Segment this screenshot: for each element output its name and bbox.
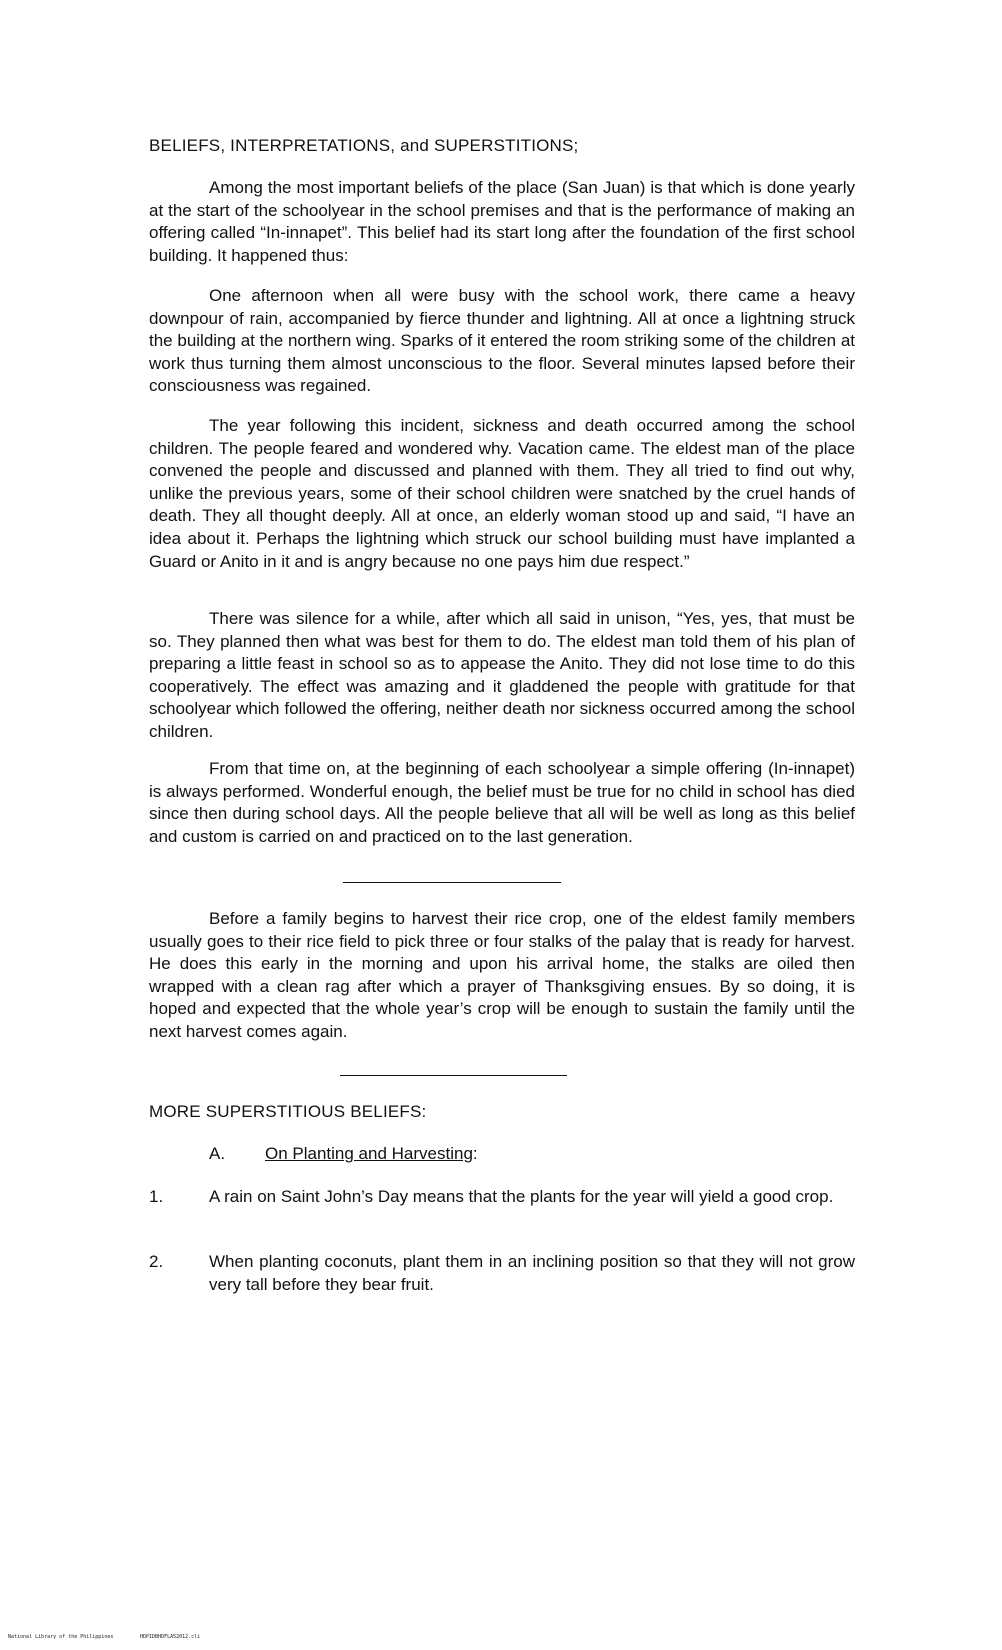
page-heading: BELIEFS, INTERPRETATIONS, and SUPERSTITIONS;: [149, 136, 579, 155]
list-item-text: When planting coconuts, plant them in an inclining position so that they will not grow very tall before they bear fruit.: [209, 1252, 855, 1294]
list-item: [149, 1251, 855, 1296]
section-heading: MORE SUPERSTITIOUS BELIEFS:: [149, 1102, 427, 1121]
list-item: [149, 1186, 855, 1209]
section-divider: [343, 882, 561, 883]
list-item-number: 2.: [149, 1252, 164, 1271]
subsection-title: On Planting and Harvesting: [265, 1144, 473, 1163]
footer-file-id: HDPIDBHDFLA52012.cli: [140, 1634, 201, 1640]
paragraph-sickness: The year following this incident, sickness and death occurred among the school children. The people feared and wondered why. Vacation came. The eldest man of the place convened the people and discussed and planned with them. They all tried to find out why, unlike the previous years, some of their school children were snatched by the cruel hands of death. They all thought deeply. All at once, an elderly woman stood up and said, “I have an idea about it. Perhaps the lightning which struck our school building must have implanted a Guard or Anito in it and is angry because no one pays him due respect.”: [149, 416, 855, 571]
paragraph-harvest: Before a family begins to harvest their rice crop, one of the eldest family members usually goes to their rice field to pick three or four stalks of the palay that is ready for harvest. He does this early in the morning and upon his arrival home, the stalks are oiled then wrapped with a clean rag after which a prayer of Thanksgiving ensues. By so doing, it is hoped and expected that the whole year’s crop will be enough to sustain the family until the next harvest comes again.: [149, 909, 855, 1041]
paragraph-lightning: One afternoon when all were busy with the school work, there came a heavy downpour of rain, accompanied by fierce thunder and lightning. All at once a lightning struck the building at the northern wing. Sparks of it entered the room striking some of the children at work thus turning them almost unconscious to the floor. Several minutes lapsed before their consciousness was regained.: [149, 286, 855, 396]
paragraph-in-innapet: Among the most important beliefs of the place (San Juan) is that which is done yearly at the start of the schoolyear in the school premises and that is the performance of making an offering called “In-innapet”. This belief had its start long after the foundation of the first school building. It happened thus:: [149, 178, 855, 265]
subsection-heading: [209, 1142, 478, 1165]
section-divider: [340, 1075, 567, 1076]
list-item-number: 1.: [149, 1187, 164, 1206]
paragraph-silence: There was silence for a while, after which all said in unison, “Yes, yes, that must be so. They planned then what was best for them to do. The eldest man told them of his plan of preparing a little feast in school so as to appease the Anito. They did not lose time to do this cooperatively. The effect was amazing and it gladdened the people with gratitude for that schoolyear which followed the offering, neither death nor sickness occurred among the school children.: [149, 609, 855, 741]
subsection-letter: A.: [209, 1144, 226, 1163]
footer-library-stamp: National Library of the Philippines: [8, 1634, 114, 1640]
subsection-suffix: :: [472, 1144, 478, 1163]
paragraph-offering: From that time on, at the beginning of each schoolyear a simple offering (In-innapet) is always performed. Wonderful enough, the belief must be true for no child in school has died since then during school days. All the people believe that all will be well as long as this belief and custom is carried on and practiced on to the last generation.: [149, 759, 855, 846]
list-item-text: A rain on Saint John’s Day means that the plants for the year will yield a good crop.: [209, 1187, 834, 1206]
